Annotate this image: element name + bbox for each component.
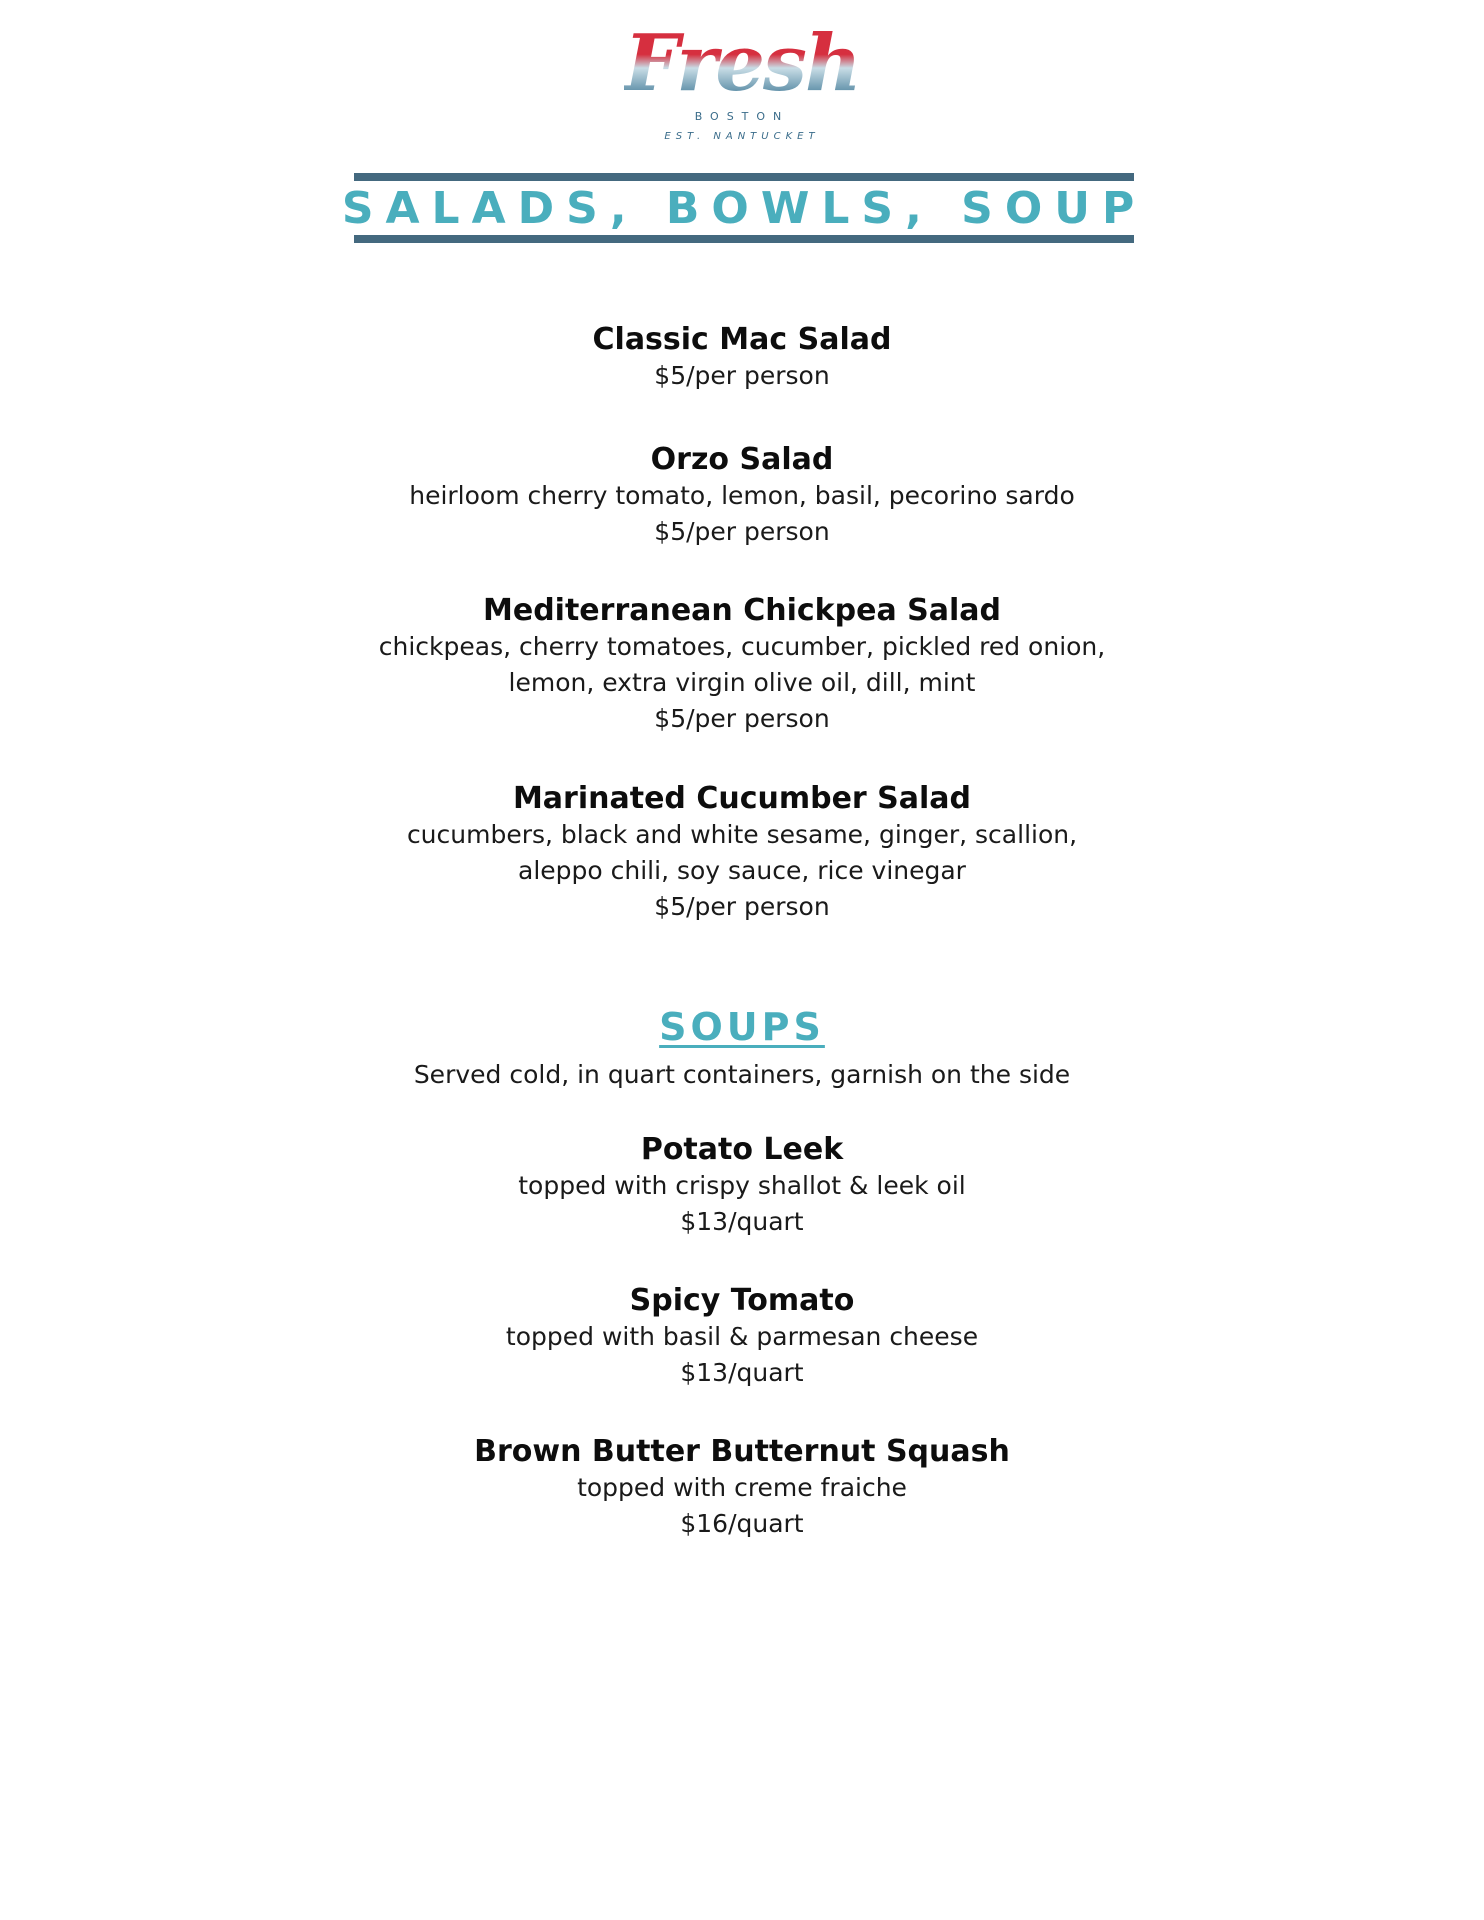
menu-item-name: Potato Leek — [640, 1132, 844, 1167]
menu-item-description: heirloom cherry tomato, lemon, basil, pecorino sardo — [409, 481, 1075, 510]
soups-heading — [0, 1005, 1484, 1049]
menu-item-name: Marinated Cucumber Salad — [512, 781, 972, 816]
logo-city: BOSTON — [694, 110, 790, 123]
menu-item-price: $16/quart — [680, 1509, 804, 1538]
menu-item-description: topped with crispy shallot & leek oil — [518, 1171, 966, 1200]
menu-item-spicy-tomato — [0, 1283, 1484, 1391]
page-title: SALADS, BOWLS, SOUP — [341, 182, 1147, 234]
menu-item-name: Classic Mac Salad — [592, 322, 892, 357]
menu-item-marinated-cucumber-salad — [0, 781, 1484, 925]
menu-item-name: Brown Butter Butternut Squash — [474, 1434, 1010, 1469]
menu-item-price: $13/quart — [680, 1358, 804, 1387]
menu-item-name: Orzo Salad — [650, 442, 834, 477]
logo-established: EST. NANTUCKET — [664, 131, 820, 142]
menu-item-description: aleppo chili, soy sauce, rice vinegar — [518, 856, 966, 885]
menu-item-potato-leek — [0, 1132, 1484, 1240]
menu-item-description: lemon, extra virgin olive oil, dill, mint — [508, 668, 976, 697]
menu-item-description: topped with creme fraiche — [577, 1473, 907, 1502]
menu-item-description: chickpeas, cherry tomatoes, cucumber, pickled red onion, — [378, 632, 1106, 661]
logo-wordmark: Fresh — [624, 18, 860, 109]
menu-item-orzo-salad — [0, 442, 1484, 550]
menu-item-price: $13/quart — [680, 1207, 804, 1236]
menu-item-name: Spicy Tomato — [629, 1283, 855, 1318]
soups-title: SOUPS — [659, 1005, 825, 1049]
brand-logo — [0, 18, 1484, 142]
menu-item-brown-butter-butternut-squash — [0, 1434, 1484, 1542]
section-banner — [341, 173, 1147, 243]
menu-item-price: $5/per person — [654, 517, 830, 546]
menu-item-name: Mediterranean Chickpea Salad — [483, 593, 1001, 628]
menu-item-classic-mac-salad — [0, 322, 1484, 394]
menu-item-description: cucumbers, black and white sesame, ginger, scallion, — [406, 820, 1078, 849]
menu-item-price: $5/per person — [654, 704, 830, 733]
menu-item-mediterranean-chickpea-salad — [0, 593, 1484, 737]
menu-item-description: topped with basil & parmesan cheese — [505, 1322, 979, 1351]
soups-note: Served cold, in quart containers, garnish on the side — [413, 1060, 1071, 1089]
menu-item-price: $5/per person — [654, 892, 830, 921]
menu-item-price: $5/per person — [654, 361, 830, 390]
